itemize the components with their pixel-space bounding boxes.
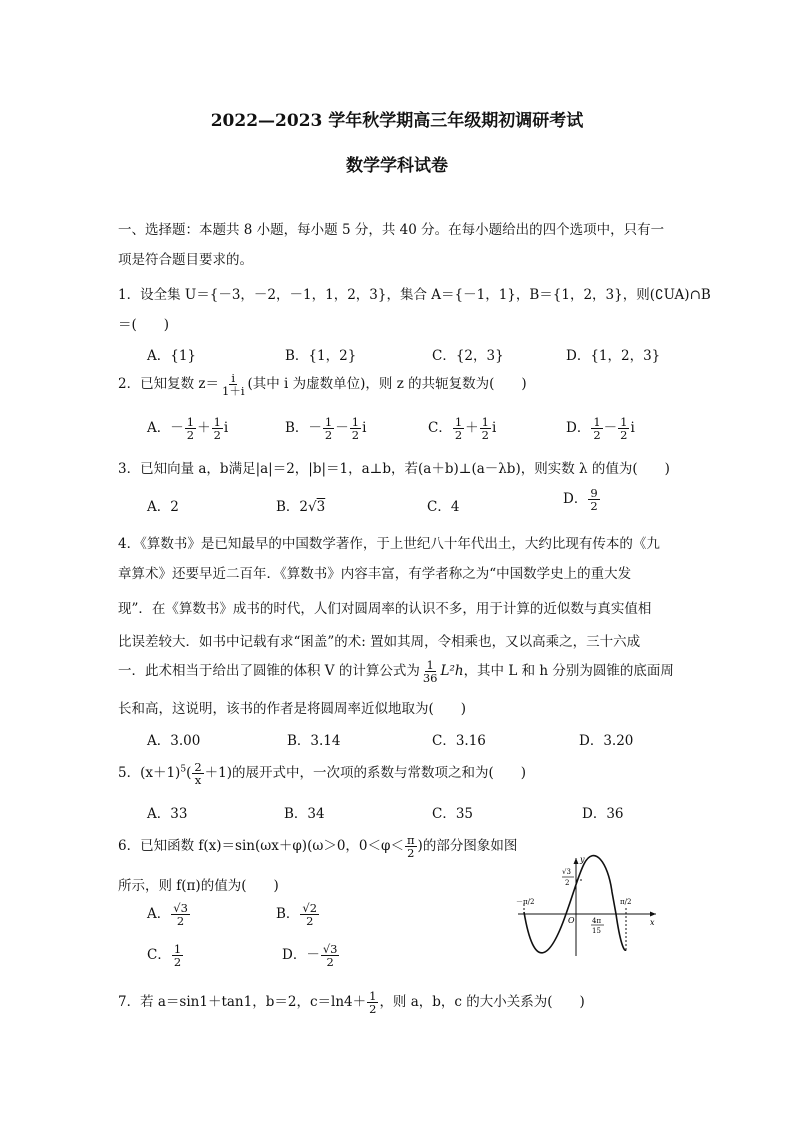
q1-option-a: A．{1}	[147, 348, 197, 364]
q2-option-d-frac2	[618, 416, 629, 441]
q4-line5-pre: 一．此术相当于给出了圆锥的体积 V 的计算公式为	[118, 663, 420, 680]
q2-frac-num: i	[231, 371, 236, 385]
section-heading-line2: 项是符合题目要求的。	[118, 252, 253, 268]
origin-label: O	[568, 916, 575, 925]
frac-num: 1	[369, 989, 377, 1003]
frac-den: 2	[590, 499, 598, 514]
q4-option-c: C．3.16	[432, 733, 486, 749]
q2-option-a	[147, 416, 228, 441]
q4-line2: 章算术》还要早近二百年．《算数书》内容丰富，有学者称之为“中国数学史上的重大发	[118, 566, 632, 582]
q3-option-c: C．4	[427, 499, 460, 515]
exam-title: 2022—2023 学年秋学期高三年级期初调研考试	[210, 111, 584, 131]
frac-num: 1	[481, 415, 489, 429]
q6-stem-pre: 6．已知函数 f(x)＝sin(ωx＋φ)(ω＞0，0＜φ＜	[118, 838, 404, 855]
q6-option-a-frac	[171, 902, 190, 927]
x-axis-arrow-icon	[650, 912, 656, 917]
q4-option-b: B．3.14	[287, 733, 341, 749]
q3-option-b	[276, 495, 325, 515]
frac-den: 2	[407, 846, 415, 861]
q2-option-c-frac2	[480, 416, 491, 441]
q4-line3: 现”．在《算数书》成书的时代，人们对圆周率的认识不多，用于计算的近似数与真实值相	[118, 601, 652, 617]
frac-num: √3	[322, 942, 338, 956]
imag-unit: i	[362, 420, 367, 437]
q1-option-c: C．{2，3}	[432, 348, 504, 364]
q6-option-c-label: C．	[147, 947, 171, 964]
frac-num: 1	[620, 415, 628, 429]
zero-label-den: 15	[592, 927, 601, 935]
frac-num: 1	[213, 415, 221, 429]
q6-option-c-frac	[172, 943, 183, 968]
q3-stem: 3．已知向量 a，b满足|a|＝2，|b|＝1，a⊥b，若(a＋b)⊥(a－λb)，则实数 λ 的值为( )	[118, 461, 670, 477]
q3-option-d-label: D．	[563, 491, 588, 508]
q4-option-a: A．3.00	[147, 733, 201, 749]
frac-den: 2	[213, 428, 221, 443]
q5-exponent: 5	[180, 764, 187, 775]
q2-option-a-label: A．	[147, 420, 171, 437]
frac-num: 1	[351, 415, 360, 429]
q7-stem	[118, 990, 585, 1015]
q6-option-c	[147, 943, 184, 968]
q5-frac	[192, 761, 203, 786]
q5-option-d: D．36	[582, 806, 624, 822]
y-axis-arrow-icon	[574, 858, 579, 864]
q7-stem-post: ，则 a，b，c 的大小关系为( )	[379, 994, 585, 1011]
frac-den: 2	[326, 955, 334, 970]
q3-option-b-label: B．2	[276, 499, 309, 515]
peak-label-den: 2	[565, 879, 570, 887]
q5-stem-post: ＋1)的展开式中，一次项的系数与常数项之和为( )	[204, 765, 527, 782]
x-axis-label: x	[650, 918, 655, 927]
frac-den: 2	[324, 428, 333, 443]
zero-label-num: 4π	[592, 917, 602, 925]
q7-frac	[367, 990, 378, 1015]
q6-option-d-label: D．－	[282, 947, 320, 964]
q2-option-d	[566, 416, 635, 441]
q2-option-c	[428, 416, 496, 441]
left-tick-label: －π/2	[516, 898, 535, 906]
q2-stem-post: (其中 i 为虚数单位)，则 z 的共轭复数为( )	[247, 376, 527, 393]
q2-stem-pre: 2．已知复数 z＝	[118, 376, 219, 393]
frac-den: 2	[454, 428, 463, 443]
q2-option-b-frac2	[350, 416, 361, 441]
q5-option-b: B．34	[284, 806, 325, 822]
frac-den: 2	[173, 955, 182, 970]
q6-option-b-label: B．	[276, 906, 300, 923]
q2-option-a-frac2	[212, 416, 223, 441]
q2-option-b-op: －	[335, 420, 349, 437]
q6-frac	[405, 834, 417, 859]
q1-option-b: B．{1，2}	[285, 348, 357, 364]
frac-num: π	[406, 833, 415, 847]
frac-den: 2	[306, 914, 314, 929]
q5-stem-pre: 5．(x＋1)	[118, 765, 181, 782]
q3-option-a: A．2	[147, 499, 179, 515]
frac-num: 1	[426, 658, 434, 672]
imag-unit: i	[492, 420, 497, 437]
q6-stem	[118, 834, 517, 859]
q6-option-b-frac	[300, 902, 319, 927]
frac-den: 2	[481, 428, 489, 443]
q4-option-d: D．3.20	[579, 733, 634, 749]
q2-option-a-frac1	[185, 416, 196, 441]
frac-den: 2	[593, 428, 601, 443]
sqrt-symbol: √	[308, 499, 317, 515]
q4-formula: L²h	[440, 663, 464, 680]
frac-num: 1	[324, 415, 333, 429]
q6-option-a	[147, 902, 191, 927]
q2-option-a-op: ＋	[197, 420, 211, 437]
q5-option-a: A．33	[147, 806, 188, 822]
q2-option-d-label: D．	[566, 420, 591, 437]
q4-formula-frac	[421, 659, 440, 684]
q1-stem-line1: 1．设全集 U＝{－3，－2，－1，1，2，3}，集合 A＝{－1，1}，B＝{1，2，3}，则(∁UA)∩B	[118, 287, 711, 303]
q3-option-b-radicand: 3	[316, 499, 326, 515]
q2-option-b-label: B．	[285, 420, 309, 437]
q3-option-d-frac	[588, 487, 599, 512]
frac-den: x	[194, 773, 202, 788]
frac-den: 2	[620, 428, 628, 443]
q2-option-b-sign: －	[308, 420, 322, 437]
sine-graph	[512, 852, 662, 960]
q5-paren: (	[186, 765, 192, 782]
sine-curve	[524, 856, 626, 953]
q4-line1: 4．《算数书》是已知最早的中国数学著作，于上世纪八十年代出土，大约比现有传本的《九	[118, 536, 660, 552]
q7-stem-pre: 7．若 a＝sin1＋tan1，b＝2，c＝ln4＋	[118, 994, 367, 1011]
frac-den: 2	[351, 428, 360, 443]
q4-line5-post: ，其中 L 和 h 分别为圆锥的底面周	[463, 663, 674, 680]
q6-option-b	[276, 902, 320, 927]
y-axis-label: y	[580, 855, 585, 864]
q2-option-d-op: －	[603, 420, 618, 437]
frac-num: √2	[302, 901, 318, 915]
q1-stem-line2: ＝( )	[118, 317, 170, 333]
q2-stem	[118, 372, 527, 397]
frac-num: 1	[454, 415, 463, 429]
imag-unit: i	[630, 420, 635, 437]
q4-line6: 长和高，这说明，该书的作者是将圆周率近似地取为( )	[118, 701, 467, 717]
q2-option-d-frac1	[591, 416, 602, 441]
q2-option-c-label: C．	[428, 420, 452, 437]
q6-stem-post: )的部分图象如图	[417, 838, 518, 855]
frac-num: 1	[173, 942, 182, 956]
q6-line2: 所示，则 f(π)的值为( )	[118, 878, 279, 894]
q2-option-b	[285, 416, 366, 441]
q4-line4: 比误差较大．如书中记载有求“囷盖”的术: 置如其周，令相乘也，又以高乘之，三十六成	[118, 634, 641, 650]
q2-option-a-sign: －	[170, 420, 184, 437]
frac-den: 2	[186, 428, 195, 443]
q2-option-b-frac1	[323, 416, 334, 441]
q5-stem	[118, 761, 526, 786]
q2-fraction	[220, 372, 247, 397]
exam-subtitle: 数学学科试卷	[346, 156, 448, 176]
frac-num: √3	[173, 901, 188, 915]
frac-num: 9	[590, 486, 598, 500]
q2-option-c-frac1	[453, 416, 464, 441]
frac-den: 36	[422, 671, 438, 686]
section-heading-line1: 一、选择题：本题共 8 小题，每小题 5 分，共 40 分。在每小题给出的四个选项中，只有一	[118, 222, 665, 238]
q2-option-c-op: ＋	[465, 420, 479, 437]
q6-option-d-frac	[321, 943, 340, 968]
q3-option-d	[563, 487, 601, 512]
q6-option-a-label: A．	[147, 906, 171, 923]
q2-frac-den: 1＋i	[222, 384, 245, 399]
right-tick-label: π/2	[620, 898, 632, 906]
imag-unit: i	[223, 420, 229, 437]
q6-option-d	[282, 943, 340, 968]
q4-line5	[118, 659, 674, 684]
frac-den: 2	[369, 1002, 377, 1017]
frac-num: 1	[186, 415, 195, 429]
q5-option-c: C．35	[432, 806, 474, 822]
frac-num: 1	[593, 415, 601, 429]
frac-num: 2	[194, 760, 202, 774]
q1-option-d: D．{1，2，3}	[566, 348, 661, 364]
frac-den: 2	[176, 914, 185, 929]
peak-label-num: √3	[562, 868, 571, 876]
